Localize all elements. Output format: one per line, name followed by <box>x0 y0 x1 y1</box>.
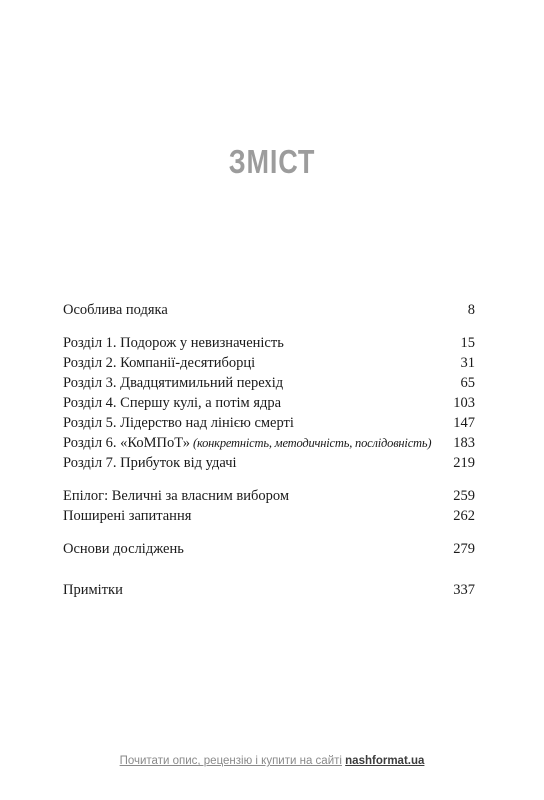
toc-entry-title: Розділ 6. «КоМПоТ» <box>63 435 190 451</box>
footer-promo <box>0 755 544 767</box>
toc-entry-title: Розділ 5. Лідерство над лінією смерті <box>63 415 294 431</box>
toc-entry-page: 262 <box>453 508 475 524</box>
toc-entry-page: 337 <box>453 582 475 598</box>
toc-entry-page: 31 <box>460 355 475 371</box>
toc-entry-page: 219 <box>453 455 475 471</box>
toc-entry-title: Розділ 4. Спершу кулі, а потім ядра <box>63 395 282 411</box>
toc-entry[interactable] <box>63 580 475 600</box>
toc-entry[interactable] <box>63 333 475 353</box>
table-of-contents <box>63 300 475 600</box>
page-title: ЗМІСТ <box>228 143 316 180</box>
toc-entry[interactable] <box>63 539 475 559</box>
toc-entry-note: (конкретність, методичність, послідовність) <box>192 436 432 450</box>
footer-link[interactable]: Почитати опис, рецензію і купити на сайті <box>119 755 342 767</box>
toc-entry[interactable] <box>63 506 475 526</box>
toc-entry-title: Розділ 7. Прибуток від удачі <box>63 455 237 471</box>
toc-entry-title: Розділ 2. Компанії-десятиборці <box>63 355 256 371</box>
toc-entry[interactable] <box>63 373 475 393</box>
toc-entry-title-group <box>63 433 431 453</box>
toc-entry-page: 279 <box>453 541 475 557</box>
toc-entry-title: Розділ 3. Двадцятимильний перехід <box>63 375 284 391</box>
toc-entry[interactable] <box>63 453 475 473</box>
toc-entry[interactable] <box>63 433 475 453</box>
toc-entry-title: Епілог: Величні за власним вибором <box>63 488 290 504</box>
toc-entry-page: 103 <box>453 395 475 411</box>
toc-entry[interactable] <box>63 413 475 433</box>
footer-site-link[interactable]: nashformat.ua <box>345 755 425 767</box>
toc-entry-page: 15 <box>460 335 475 351</box>
toc-entry-page: 259 <box>453 488 475 504</box>
toc-entry-title: Поширені запитання <box>63 508 192 524</box>
toc-entry-title: Розділ 1. Подорож у невизначеність <box>63 335 284 351</box>
toc-entry[interactable] <box>63 353 475 373</box>
toc-entry-title: Примітки <box>63 582 123 598</box>
toc-entry-page: 65 <box>460 375 475 391</box>
toc-entry[interactable] <box>63 393 475 413</box>
toc-entry-page: 147 <box>453 415 475 431</box>
toc-entry-title: Основи досліджень <box>63 541 184 557</box>
toc-entry[interactable] <box>63 486 475 506</box>
toc-entry-page: 183 <box>453 435 475 451</box>
toc-entry-title: Особлива подяка <box>63 302 168 318</box>
toc-entry-page: 8 <box>467 302 475 318</box>
toc-entry[interactable] <box>63 300 475 320</box>
